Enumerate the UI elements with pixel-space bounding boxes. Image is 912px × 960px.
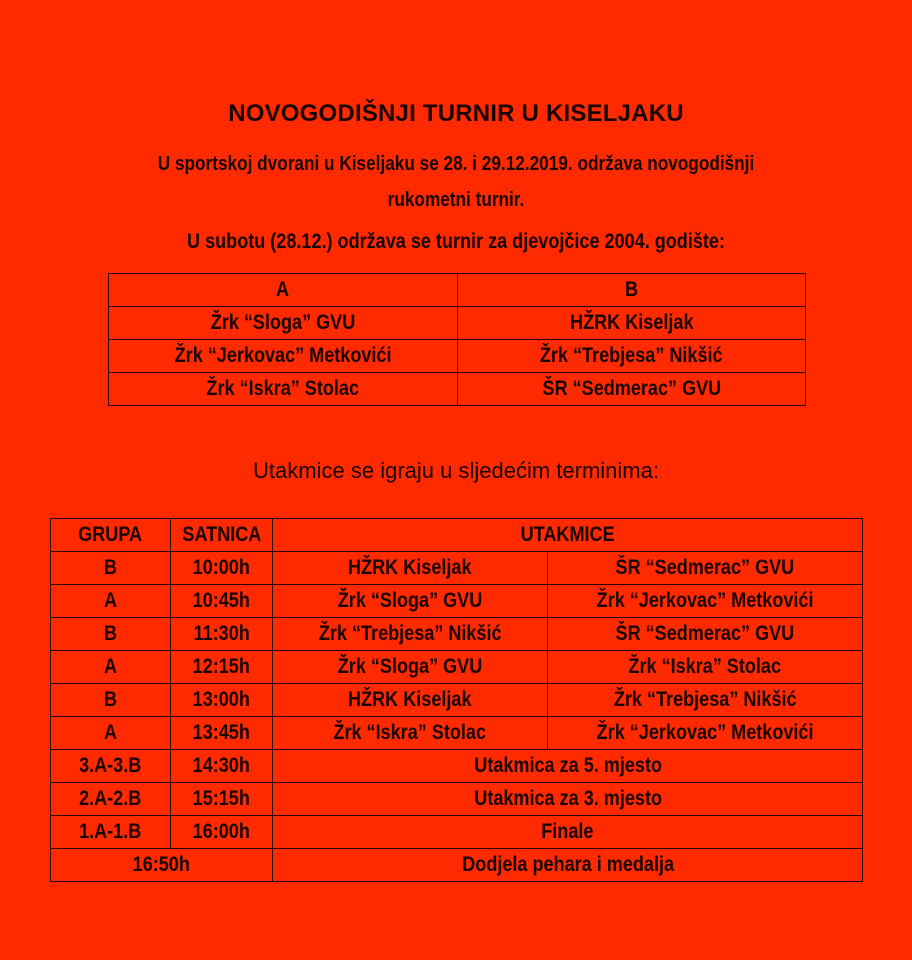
intro-line-1: U sportskoj dvorani u Kiseljaku se 28. i 29.12.2019. održava novogodišnji bbox=[157, 153, 755, 175]
schedule-header-row bbox=[51, 519, 863, 552]
match-time-label: 10:00h bbox=[192, 556, 251, 579]
group-a-team bbox=[109, 307, 458, 340]
placement-pairing-label: 3.A-3.B bbox=[79, 754, 142, 777]
home-team-name: Žrk “Sloga” GVU bbox=[337, 655, 483, 678]
placement-pairing bbox=[51, 750, 171, 783]
match-row bbox=[51, 618, 863, 651]
match-group bbox=[51, 651, 171, 684]
match-group-label: A bbox=[103, 655, 117, 678]
away-team-name: ŠR “Sedmerac” GVU bbox=[615, 622, 795, 645]
ceremony-time bbox=[51, 849, 273, 882]
placement-pairing-label: 2.A-2.B bbox=[79, 787, 142, 810]
groups-row bbox=[109, 340, 806, 373]
match-row bbox=[51, 552, 863, 585]
placement-pairing bbox=[51, 816, 171, 849]
placement-pairing-label: 1.A-1.B bbox=[79, 820, 142, 843]
group-b-team bbox=[457, 373, 805, 406]
match-time-label: 11:30h bbox=[193, 622, 250, 645]
match-home-team bbox=[273, 552, 547, 585]
match-group-label: B bbox=[103, 556, 117, 579]
placement-time bbox=[170, 783, 273, 816]
placement-row bbox=[51, 750, 863, 783]
home-team-name: HŽRK Kiseljak bbox=[348, 688, 472, 711]
ceremony-text-label: Dodjela pehara i medalja bbox=[461, 853, 674, 876]
match-group-label: B bbox=[103, 622, 117, 645]
utakmice-header-label: UTAKMICE bbox=[520, 523, 615, 546]
match-time-label: 13:00h bbox=[192, 688, 251, 711]
match-away-team bbox=[547, 651, 862, 684]
ceremony-text bbox=[273, 849, 863, 882]
away-team-name: Žrk “Jerkovac” Metkovići bbox=[596, 589, 814, 612]
groups-table bbox=[108, 273, 806, 406]
match-home-team bbox=[273, 717, 547, 750]
match-group-label: A bbox=[103, 589, 117, 612]
placement-row bbox=[51, 783, 863, 816]
away-team-name: Žrk “Iskra” Stolac bbox=[628, 655, 782, 678]
group-b-team bbox=[457, 340, 805, 373]
match-home-team bbox=[273, 618, 547, 651]
satnica-header bbox=[170, 519, 273, 552]
match-group bbox=[51, 618, 171, 651]
group-b-header bbox=[457, 274, 805, 307]
saturday-text: U subotu (28.12.) održava se turnir za djevojčice 2004. godište: bbox=[187, 230, 725, 253]
match-group-label: A bbox=[103, 721, 117, 744]
groups-row bbox=[109, 307, 806, 340]
placement-time-label: 15:15h bbox=[192, 787, 251, 810]
placement-time-label: 16:00h bbox=[192, 820, 251, 843]
placement-match bbox=[273, 816, 863, 849]
home-team-name: HŽRK Kiseljak bbox=[348, 556, 472, 579]
team-name: HŽRK Kiseljak bbox=[569, 311, 694, 334]
match-away-team bbox=[547, 717, 862, 750]
away-team-name: ŠR “Sedmerac” GVU bbox=[615, 556, 795, 579]
team-name: Žrk “Jerkovac” Metkovići bbox=[174, 344, 392, 367]
placement-match bbox=[273, 783, 863, 816]
page-title: NOVOGODIŠNJI TURNIR U KISELJAKU bbox=[228, 100, 684, 127]
team-name: Žrk “Sloga” GVU bbox=[210, 311, 356, 334]
match-time-label: 13:45h bbox=[192, 721, 251, 744]
match-time bbox=[170, 552, 273, 585]
placement-row bbox=[51, 816, 863, 849]
group-a-header bbox=[109, 274, 458, 307]
group-b-header-label: B bbox=[624, 278, 638, 301]
match-time bbox=[170, 717, 273, 750]
group-a-team bbox=[109, 373, 458, 406]
match-row bbox=[51, 684, 863, 717]
match-time-label: 12:15h bbox=[192, 655, 251, 678]
match-group-label: B bbox=[103, 688, 117, 711]
placement-pairing bbox=[51, 783, 171, 816]
ceremony-row bbox=[51, 849, 863, 882]
satnica-header-label: SATNICA bbox=[182, 523, 262, 546]
placement-match-label: Finale bbox=[541, 820, 594, 843]
group-b-team bbox=[457, 307, 805, 340]
grupa-header-label: GRUPA bbox=[78, 523, 143, 546]
group-a-team bbox=[109, 340, 458, 373]
match-home-team bbox=[273, 651, 547, 684]
home-team-name: Žrk “Sloga” GVU bbox=[337, 589, 483, 612]
placement-time-label: 14:30h bbox=[192, 754, 251, 777]
match-home-team bbox=[273, 684, 547, 717]
match-time bbox=[170, 651, 273, 684]
team-name: Žrk “Trebjesa” Nikšić bbox=[540, 344, 723, 367]
team-name: ŠR “Sedmerac” GVU bbox=[542, 377, 721, 400]
away-team-name: Žrk “Trebjesa” Nikšić bbox=[613, 688, 797, 711]
match-group bbox=[51, 684, 171, 717]
match-group bbox=[51, 717, 171, 750]
placement-match-label: Utakmica za 5. mjesto bbox=[473, 754, 662, 777]
match-time bbox=[170, 585, 273, 618]
match-group bbox=[51, 552, 171, 585]
groups-header-row bbox=[109, 274, 806, 307]
utakmice-header bbox=[273, 519, 863, 552]
placement-time bbox=[170, 750, 273, 783]
away-team-name: Žrk “Jerkovac” Metkovići bbox=[596, 721, 814, 744]
match-away-team bbox=[547, 684, 862, 717]
match-time-label: 10:45h bbox=[192, 589, 251, 612]
match-row bbox=[51, 585, 863, 618]
intro-text bbox=[150, 146, 762, 218]
match-group bbox=[51, 585, 171, 618]
match-home-team bbox=[273, 585, 547, 618]
home-team-name: Žrk “Trebjesa” Nikšić bbox=[318, 622, 502, 645]
team-name: Žrk “Iskra” Stolac bbox=[206, 377, 360, 400]
placement-match bbox=[273, 750, 863, 783]
match-time bbox=[170, 618, 273, 651]
match-away-team bbox=[547, 585, 862, 618]
group-a-header-label: A bbox=[276, 278, 290, 301]
match-row bbox=[51, 717, 863, 750]
grupa-header bbox=[51, 519, 171, 552]
placement-match-label: Utakmica za 3. mjesto bbox=[473, 787, 662, 810]
match-away-team bbox=[547, 552, 862, 585]
schedule-heading: Utakmice se igraju u sljedećim terminima: bbox=[253, 458, 659, 483]
match-row bbox=[51, 651, 863, 684]
schedule-table bbox=[50, 518, 863, 882]
ceremony-time-label: 16:50h bbox=[133, 853, 191, 876]
intro-line-2: rukometni turnir. bbox=[387, 189, 525, 211]
home-team-name: Žrk “Iskra” Stolac bbox=[333, 721, 487, 744]
match-away-team bbox=[547, 618, 862, 651]
groups-row bbox=[109, 373, 806, 406]
match-time bbox=[170, 684, 273, 717]
placement-time bbox=[170, 816, 273, 849]
